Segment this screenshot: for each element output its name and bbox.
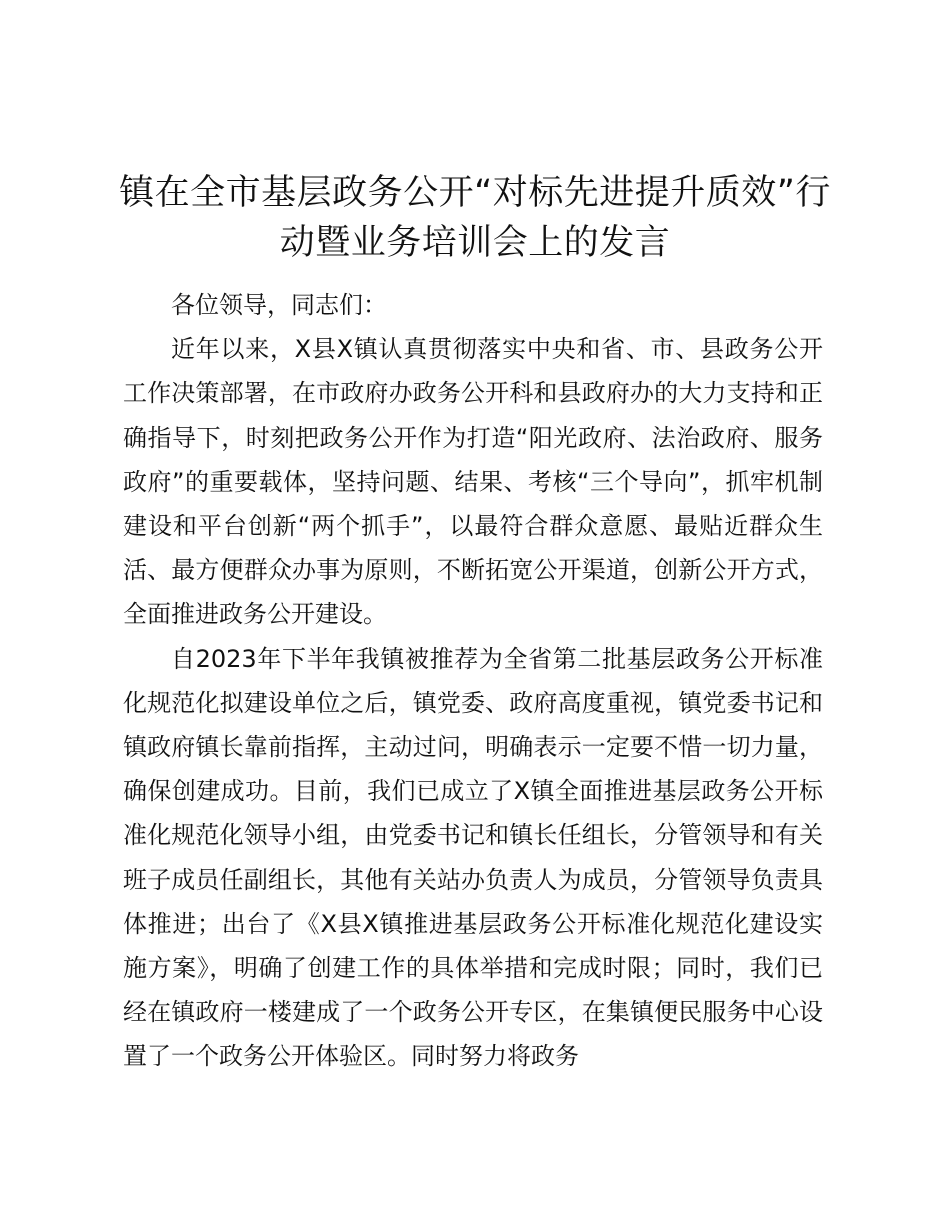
title-line-1: 镇在全市基层政务公开“对标先进提升质效”行 — [119, 173, 831, 213]
salutation: 各位领导，同志们： — [171, 291, 387, 319]
paragraph-1: 近年以来，X县X镇认真贯彻落实中央和省、市、县政务公开工作决策部署，在市政府办政务公开科和县政府办的大力支持和正确指导下，时刻把政务公开作为打造“阳光政府、法治政府、服务政府”的重要载体，坚持问题、结果、考核“三个导向”，抓牢机制建设和平台创新“两个抓手”，以最符合群众意愿、最贴近群众生活、最方便群众办事为原则，不断拓宽公开渠道，创新公开方式，全面推进政务公开建设。 — [123, 335, 823, 629]
title-line-2: 动暨业务培训会上的发言 — [279, 223, 671, 263]
paragraph-2: 自2023年下半年我镇被推荐为全省第二批基层政务公开标准化规范化拟建设单位之后，镇党委、政府高度重视，镇党委书记和镇政府镇长靠前指挥，主动过问，明确表示一定要不惜一切力量，确保创建成功。目前，我们已成立了X镇全面推进基层政务公开标准化规范化领导小组，由党委书记和镇长任组长，分管领导和有关班子成员任副组长，其他有关站办负责人为成员，分管领导负责具体推进；出台了《X县X镇推进基层政务公开标准化规范化建设实施方案》，明确了创建工作的具体举措和完成时限；同时，我们已经在镇政府一楼建成了一个政务公开专区，在集镇便民服务中心设置了一个政务公开体验区。同时努力将政务 — [123, 644, 823, 1071]
document-body — [123, 283, 823, 1079]
document-title — [100, 168, 850, 268]
